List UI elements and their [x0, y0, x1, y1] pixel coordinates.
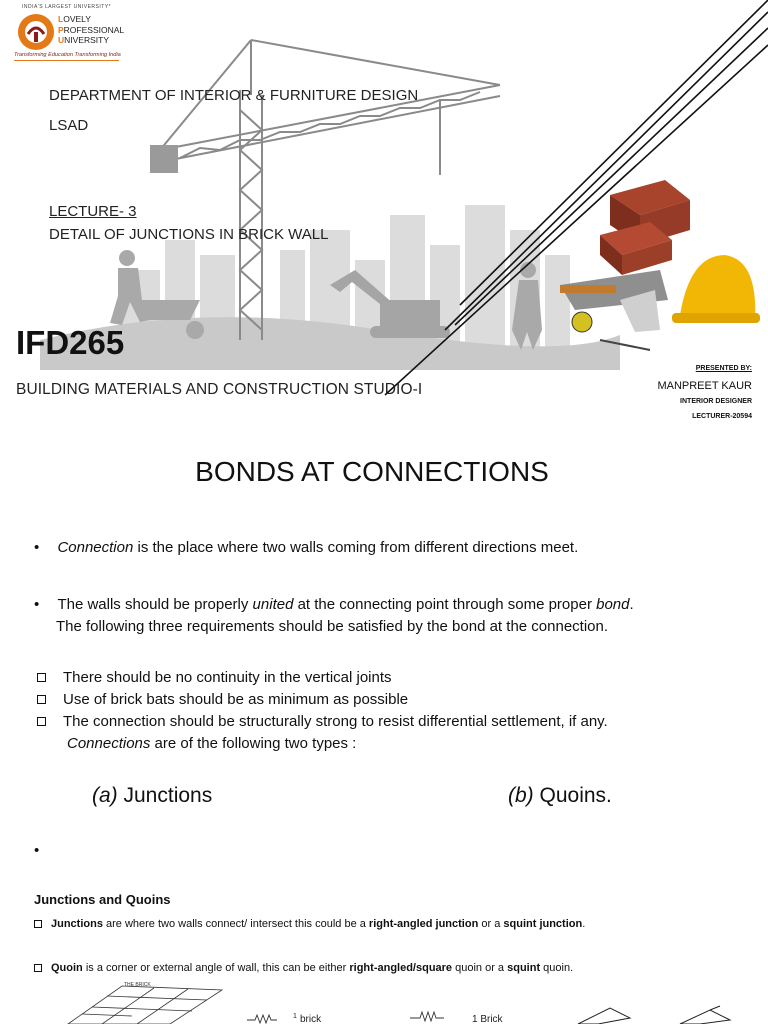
logo-initial-l: L	[58, 14, 64, 24]
type-b-label: (b)	[508, 784, 534, 807]
united-text-c: .	[629, 596, 634, 613]
department-name: DEPARTMENT OF INTERIOR & FURNITURE DESIGN	[49, 87, 419, 104]
bullet-marker: •	[34, 539, 40, 556]
logo-initial-p: P	[58, 24, 64, 35]
empty-bullet: •	[34, 842, 40, 859]
type-a-label: (a)	[92, 784, 118, 807]
section-heading: Junctions and Quoins	[34, 892, 171, 907]
university-logo-emblem-icon	[16, 12, 56, 52]
requirement-text: The connection should be structurally strong to resist differential settlement, if any.	[63, 713, 608, 730]
junctions-text-1: are where two walls connect/ intersect this could be a	[102, 918, 369, 930]
brick-dimension-figure-2	[408, 1006, 528, 1024]
requirement-item	[37, 689, 757, 711]
course-name: BUILDING MATERIALS AND CONSTRUCTION STUDIO-I	[16, 381, 423, 398]
junctions-definition	[34, 918, 585, 930]
logo-word-lovely: OVELY	[63, 14, 91, 24]
figure-label-brick: brick	[300, 1014, 322, 1024]
type-b-text: Quoins.	[533, 784, 612, 807]
presenter-name: MANPREET KAUR	[657, 380, 752, 392]
brick-bond-isometric-figure	[62, 980, 232, 1024]
type-a-junctions	[92, 784, 212, 808]
university-name	[58, 14, 124, 46]
term-squint-junction: squint junction	[503, 918, 583, 930]
brick-dimension-figure-1	[245, 1010, 345, 1024]
quoin-text-1: is a corner or external angle of wall, this can be either	[82, 962, 350, 974]
figure-label-1-brick: 1 Brick	[472, 1014, 503, 1024]
figure-label-brick-number: 1	[293, 1013, 297, 1020]
type-a-text: Junctions	[117, 784, 213, 807]
bullet-marker: •	[34, 596, 40, 613]
checkbox-square-icon	[37, 695, 46, 704]
logo-tagline: INDIA'S LARGEST UNIVERSITY*	[22, 4, 112, 10]
quoin-text-2: quoin or a	[452, 962, 508, 974]
checkbox-square-icon	[34, 964, 42, 972]
bullet-walls-united	[34, 594, 764, 638]
course-code: IFD265	[16, 324, 125, 361]
requirements-intro: The following three requirements should be satisfied by the bond at the connection.	[56, 618, 609, 635]
requirements-list	[37, 667, 757, 755]
term-right-angled-junction: right-angled junction	[368, 918, 479, 930]
logo-motto: Transforming Education Transforming India	[14, 52, 121, 58]
logo-word-professional: ROFESSIONAL	[63, 24, 125, 35]
quoin-text-3: quoin.	[540, 962, 574, 974]
types-intro-text: are of the following two types :	[150, 735, 357, 752]
junctions-text-3: .	[582, 918, 586, 930]
lecture-title: DETAIL OF JUNCTIONS IN BRICK WALL	[49, 226, 329, 243]
term-squint: squint	[507, 962, 541, 974]
presented-by-label: PRESENTED BY:	[695, 365, 752, 372]
presenter-role: INTERIOR DESIGNER	[680, 398, 752, 405]
checkbox-square-icon	[37, 717, 46, 726]
checkbox-square-icon	[34, 920, 42, 928]
slide-title: BONDS AT CONNECTIONS	[195, 456, 549, 487]
logo-word-university: NIVERSITY	[64, 35, 110, 46]
term-quoin: Quoin	[51, 962, 83, 974]
logo-divider	[14, 60, 119, 61]
requirement-text: There should be no continuity in the vertical joints	[63, 669, 392, 686]
term-junctions: Junctions	[51, 918, 103, 930]
requirement-text: Use of brick bats should be as minimum as possible	[63, 691, 409, 708]
quoin-definition	[34, 962, 573, 974]
crane-counterweight	[150, 145, 178, 173]
school-name: LSAD	[49, 117, 89, 134]
logo-initial-u: U	[58, 35, 65, 46]
term-united: united	[252, 596, 294, 613]
term-bond: bond	[596, 596, 630, 613]
requirement-item	[37, 711, 757, 733]
united-text-b: at the connecting point through some proper	[293, 596, 597, 613]
quoin-isometric-figures	[570, 1004, 750, 1024]
construction-tools-illustration	[560, 180, 760, 350]
requirement-item	[37, 667, 757, 689]
united-text-a: The walls should be properly	[57, 596, 253, 613]
lecture-number: LECTURE- 3	[49, 203, 137, 220]
connection-types-intro	[67, 733, 757, 755]
title-slide	[0, 0, 768, 430]
connection-definition-text: is the place where two walls coming from different directions meet.	[133, 539, 579, 556]
junctions-text-2: or a	[478, 918, 504, 930]
bullet-connection-definition	[34, 537, 754, 559]
lecturer-id: LECTURER-20594	[692, 413, 752, 420]
term-connection: Connection	[57, 539, 134, 556]
term-connections: Connections	[67, 735, 151, 752]
type-b-quoins	[508, 784, 612, 808]
figure-label-the-brick: THE BRICK	[124, 982, 151, 988]
term-right-angled-square: right-angled/square	[349, 962, 453, 974]
checkbox-square-icon	[37, 673, 46, 682]
